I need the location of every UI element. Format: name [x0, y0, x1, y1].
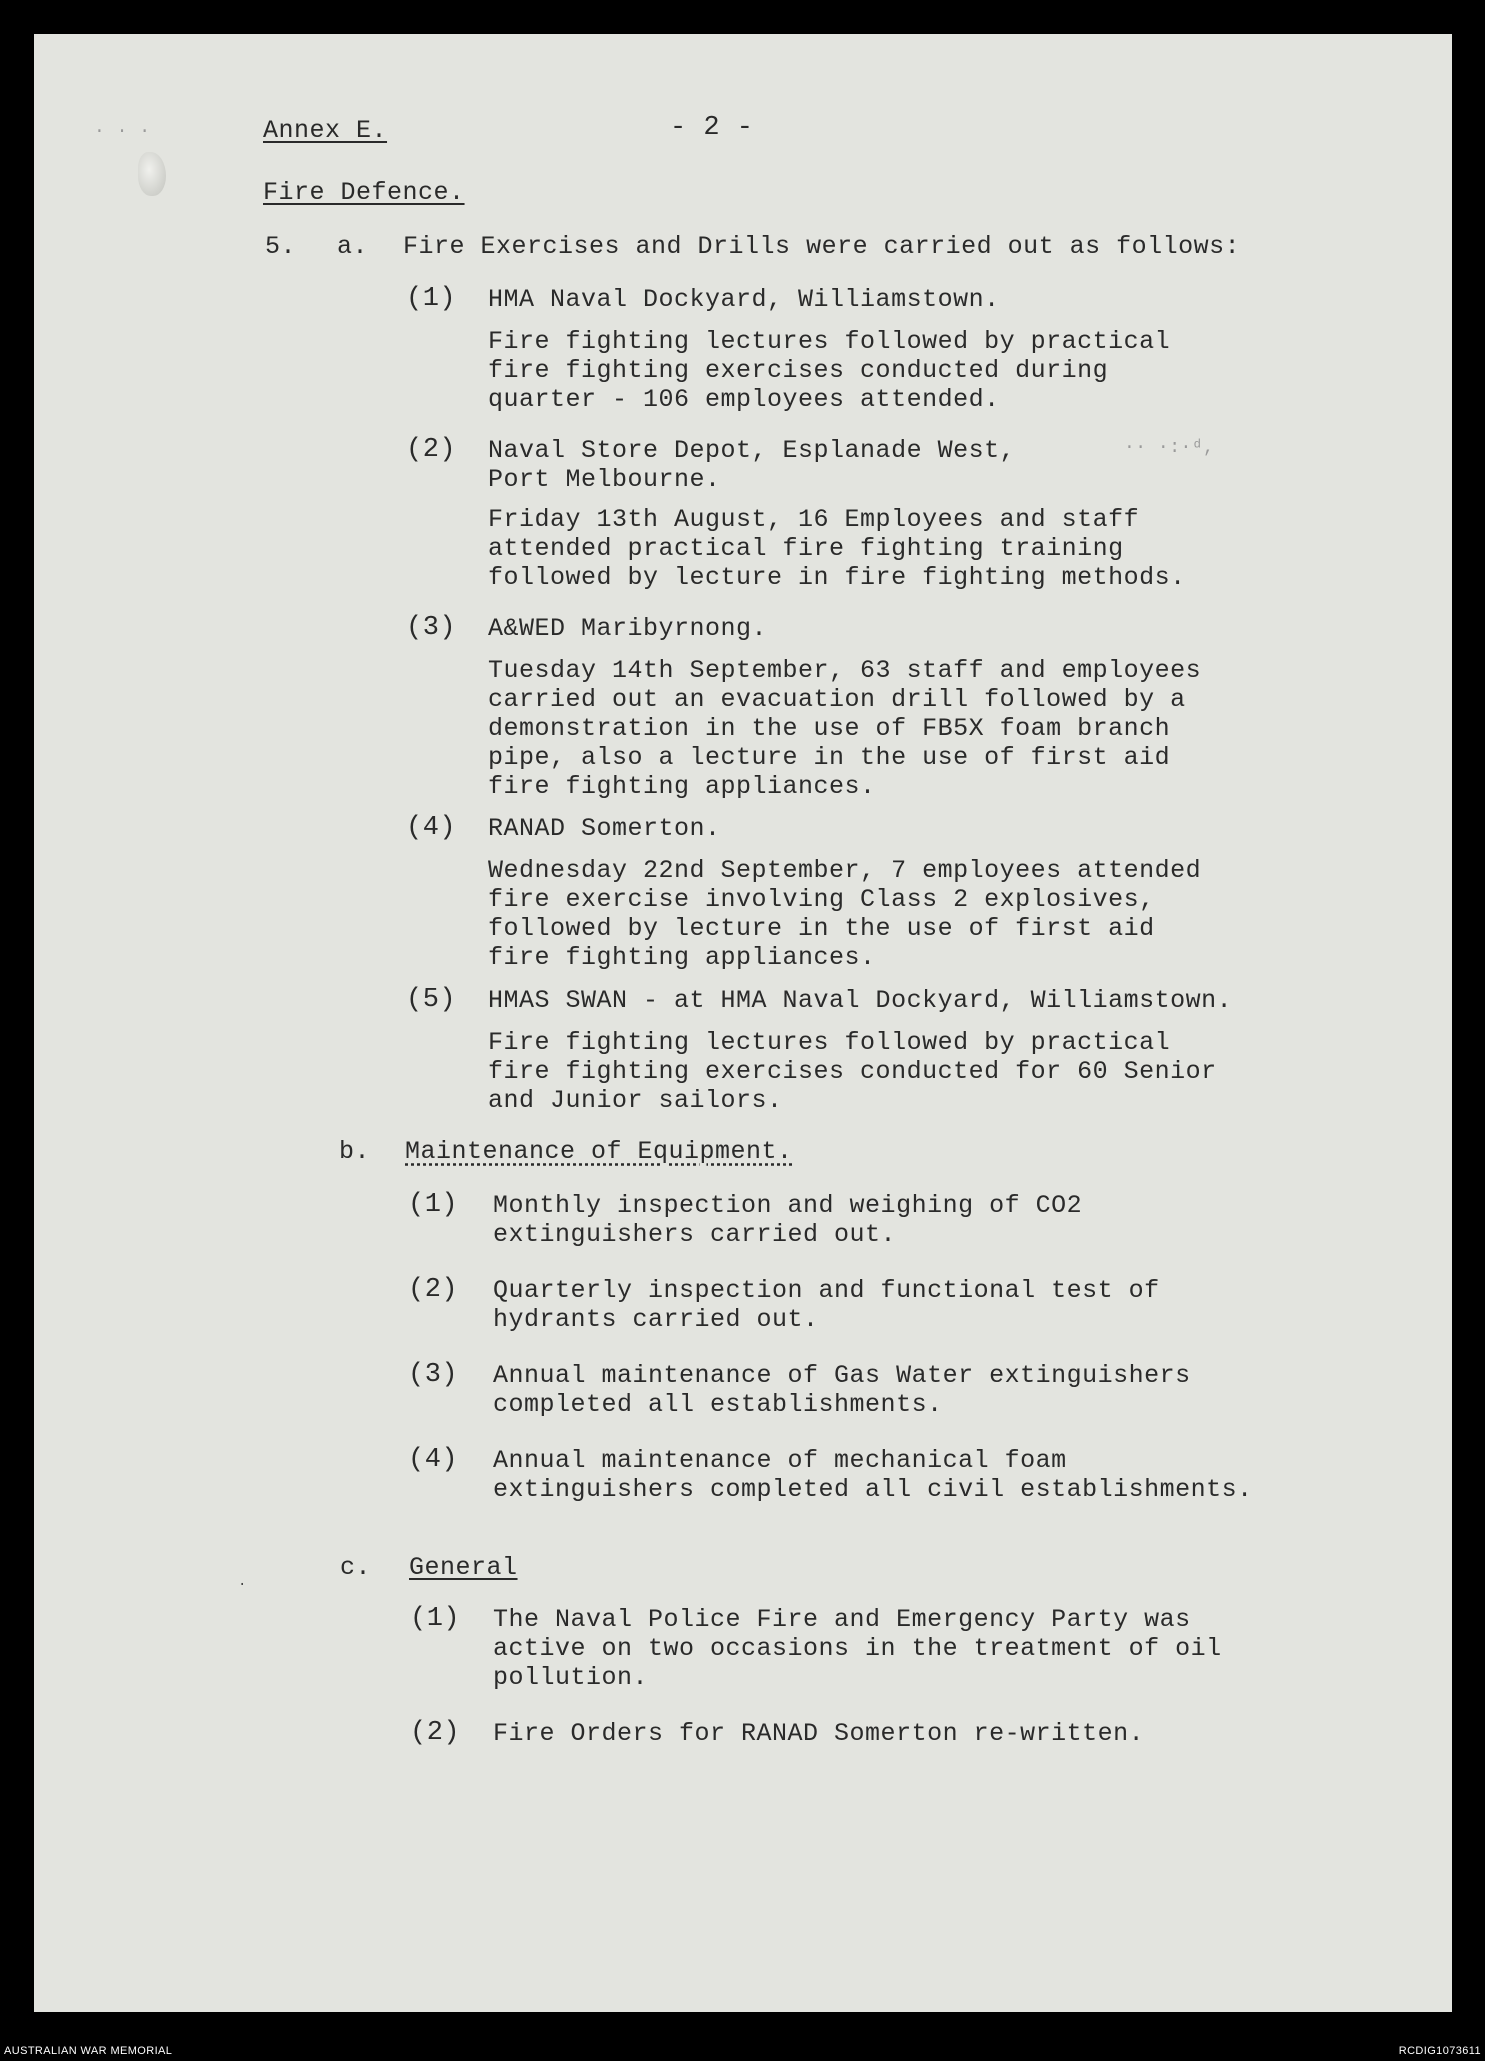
item-b3-number: (3) [408, 1360, 459, 1390]
subsection-b-letter: b. [339, 1137, 371, 1166]
footer-archive-label: AUSTRALIAN WAR MEMORIAL [4, 2045, 173, 2057]
item-a1-number: (1) [406, 284, 457, 314]
item-b2-text: Quarterly inspection and functional test of hydrants carried out. [493, 1276, 1160, 1334]
item-a5-body: Fire fighting lectures followed by practical fire fighting exercises conducted for 60 Senior and Junior sailors. [488, 1028, 1217, 1115]
item-a1-title: HMA Naval Dockyard, Williamstown. [488, 285, 1000, 314]
item-c1-number: (1) [410, 1604, 461, 1634]
item-a1-body: Fire fighting lectures followed by practical fire fighting exercises conducted during quarter - 106 employees attended. [488, 327, 1171, 414]
annex-label: Annex E. [263, 116, 388, 145]
item-b4-number: (4) [408, 1445, 459, 1475]
item-b4-text: Annual maintenance of mechanical foam extinguishers completed all civil establishments. [493, 1446, 1253, 1504]
item-a2-number: (2) [406, 435, 457, 465]
item-a5-title: HMAS SWAN - at HMA Naval Dockyard, Williamstown. [488, 986, 1233, 1015]
subsection-c-title: General [409, 1553, 518, 1582]
item-a3-body: Tuesday 14th September, 63 staff and employees carried out an evacuation drill followed by a demonstration in the use of FB5X foam branch pipe, also a lecture in the use of first aid fire fighting appliances. [488, 656, 1202, 801]
item-b3-text: Annual maintenance of Gas Water extinguishers completed all establishments. [493, 1361, 1191, 1419]
item-a2-body: Friday 13th August, 16 Employees and staff attended practical fire fighting training followed by lecture in fire fighting methods. [488, 505, 1186, 592]
section-number: 5. [265, 232, 297, 261]
item-a3-title: A&WED Maribyrnong. [488, 614, 768, 643]
paper-blemish [138, 152, 166, 196]
footer-document-id: RCDIG1073611 [1398, 2045, 1481, 2057]
item-a5-number: (5) [406, 985, 457, 1015]
item-b1-text: Monthly inspection and weighing of CO2 extinguishers carried out. [493, 1191, 1083, 1249]
item-a3-number: (3) [406, 613, 457, 643]
item-c1-text: The Naval Police Fire and Emergency Party was active on two occasions in the treatment of oil pollution. [493, 1605, 1222, 1692]
document-body [34, 34, 1452, 2012]
item-b2-number: (2) [408, 1275, 459, 1305]
document-page [34, 34, 1452, 2012]
section-heading: Fire Defence. [263, 178, 465, 207]
item-a4-title: RANAD Somerton. [488, 814, 721, 843]
faint-handwriting: ·· ·:·ᵈ, [1124, 438, 1215, 458]
subsection-a-title: Fire Exercises and Drills were carried out as follows: [403, 232, 1241, 261]
item-a4-number: (4) [406, 813, 457, 843]
stray-mark: · [238, 1577, 247, 1593]
item-a4-body: Wednesday 22nd September, 7 employees attended fire exercise involving Class 2 explosives, followed by lecture in the use of first aid fire fighting appliances. [488, 856, 1202, 972]
page-number: - 2 - [670, 113, 754, 143]
item-c2-text: Fire Orders for RANAD Somerton re-written. [493, 1719, 1145, 1748]
margin-marks: · · · [94, 122, 151, 142]
item-a2-title: Naval Store Depot, Esplanade West, Port Melbourne. [488, 436, 1016, 494]
subsection-b-title: Maintenance of Equipment. [405, 1137, 793, 1166]
subsection-a-letter: a. [337, 232, 369, 261]
item-c2-number: (2) [410, 1718, 461, 1748]
subsection-c-letter: c. [340, 1553, 372, 1582]
item-b1-number: (1) [408, 1190, 459, 1220]
